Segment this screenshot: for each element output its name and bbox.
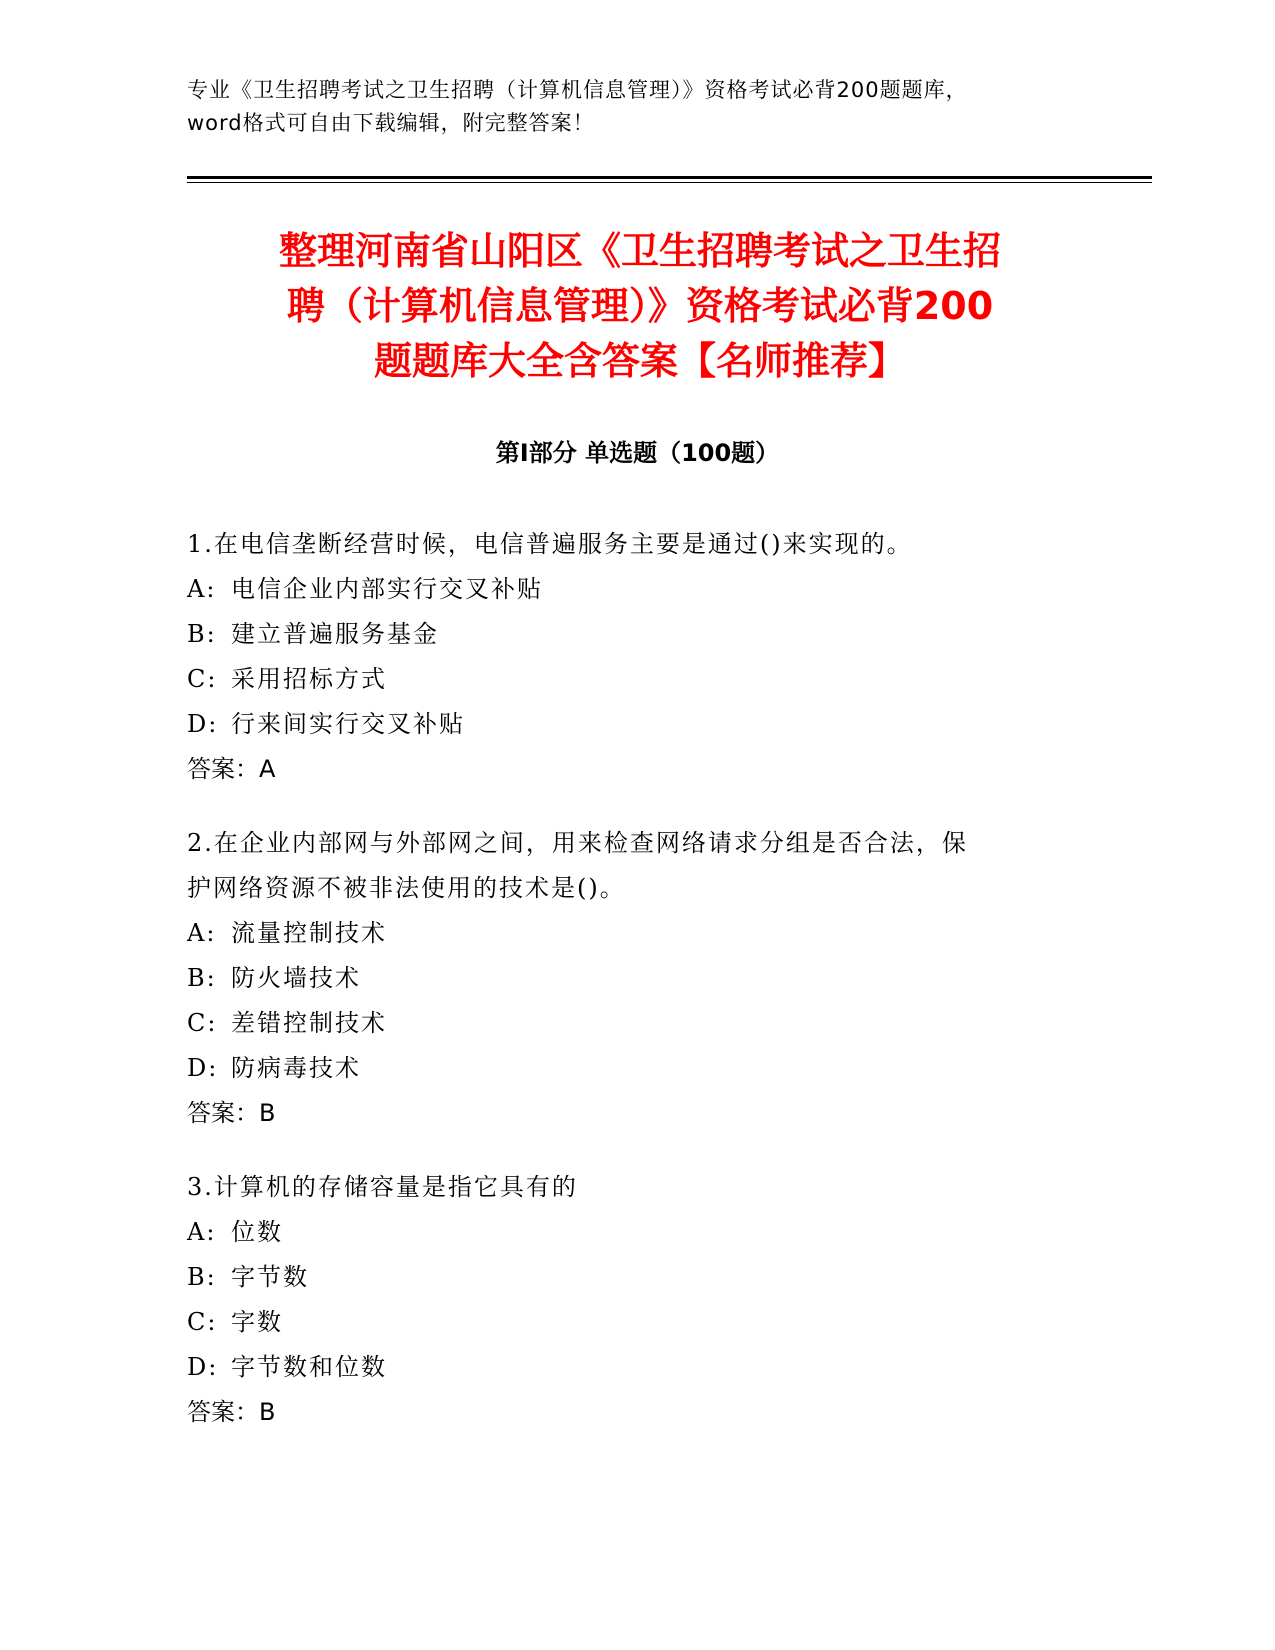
option-key: D:: [187, 710, 219, 738]
option-text: 流量控制技术: [231, 919, 387, 947]
title-line-2: 聘（计算机信息管理）》资格考试必背200: [286, 284, 994, 328]
answer-line: 答案：A: [187, 755, 276, 783]
option-a: [187, 1210, 1077, 1255]
option-c: [187, 1001, 1077, 1046]
option-text: 防火墙技术: [231, 964, 361, 992]
option-c: [187, 1300, 1077, 1345]
option-key: A:: [187, 1218, 217, 1246]
header-divider-thick: [187, 176, 1152, 179]
title-line-3: 题题库大全含答案【名师推荐】: [373, 339, 906, 383]
option-b: [187, 956, 1077, 1001]
question-stem: 2.在企业内部网与外部网之间，用来检查网络请求分组是否合法，保: [187, 829, 968, 857]
option-a: [187, 567, 1077, 612]
question-list: [187, 522, 1077, 1464]
option-d: [187, 702, 1077, 747]
option-text: 建立普遍服务基金: [231, 620, 439, 648]
option-key: B:: [187, 964, 217, 992]
document-header: [187, 74, 1087, 140]
option-text: 电信企业内部实行交叉补贴: [231, 575, 543, 603]
option-key: C:: [187, 1308, 218, 1336]
header-line-1: 专业《卫生招聘考试之卫生招聘（计算机信息管理）》资格考试必背200题题库，: [187, 78, 968, 102]
option-c: [187, 657, 1077, 702]
option-key: C:: [187, 1009, 218, 1037]
option-key: D:: [187, 1054, 219, 1082]
question-stem: 1.在电信垄断经营时候，电信普遍服务主要是通过()来实现的。: [187, 530, 913, 558]
option-d: [187, 1046, 1077, 1091]
option-b: [187, 1255, 1077, 1300]
question-1: [187, 522, 1077, 792]
option-text: 位数: [231, 1218, 283, 1246]
option-text: 字数: [231, 1308, 283, 1336]
question-stem: 3.计算机的存储容量是指它具有的: [187, 1173, 578, 1201]
title-line-1: 整理河南省山阳区《卫生招聘考试之卫生招: [278, 229, 1001, 273]
option-text: 防病毒技术: [231, 1054, 361, 1082]
document-title: [160, 224, 1120, 389]
option-text: 行来间实行交叉补贴: [231, 710, 465, 738]
question-2: [187, 821, 1077, 1136]
option-key: A:: [187, 919, 217, 947]
header-line-2: word格式可自由下载编辑，附完整答案！: [187, 111, 595, 135]
answer-line: 答案：B: [187, 1099, 276, 1127]
option-d: [187, 1345, 1077, 1390]
option-a: [187, 911, 1077, 956]
option-b: [187, 612, 1077, 657]
question-3: [187, 1165, 1077, 1435]
option-text: 字节数: [231, 1263, 309, 1291]
question-stem-continued: 护网络资源不被非法使用的技术是()。: [187, 874, 626, 902]
option-text: 差错控制技术: [231, 1009, 387, 1037]
option-text: 字节数和位数: [231, 1353, 387, 1381]
answer-line: 答案：B: [187, 1398, 276, 1426]
section-heading: 第Ⅰ部分 单选题（100题）: [495, 439, 780, 467]
option-key: C:: [187, 665, 218, 693]
option-key: B:: [187, 620, 217, 648]
option-key: D:: [187, 1353, 219, 1381]
header-divider-thin: [187, 182, 1152, 183]
option-key: A:: [187, 575, 217, 603]
option-key: B:: [187, 1263, 217, 1291]
option-text: 采用招标方式: [231, 665, 387, 693]
